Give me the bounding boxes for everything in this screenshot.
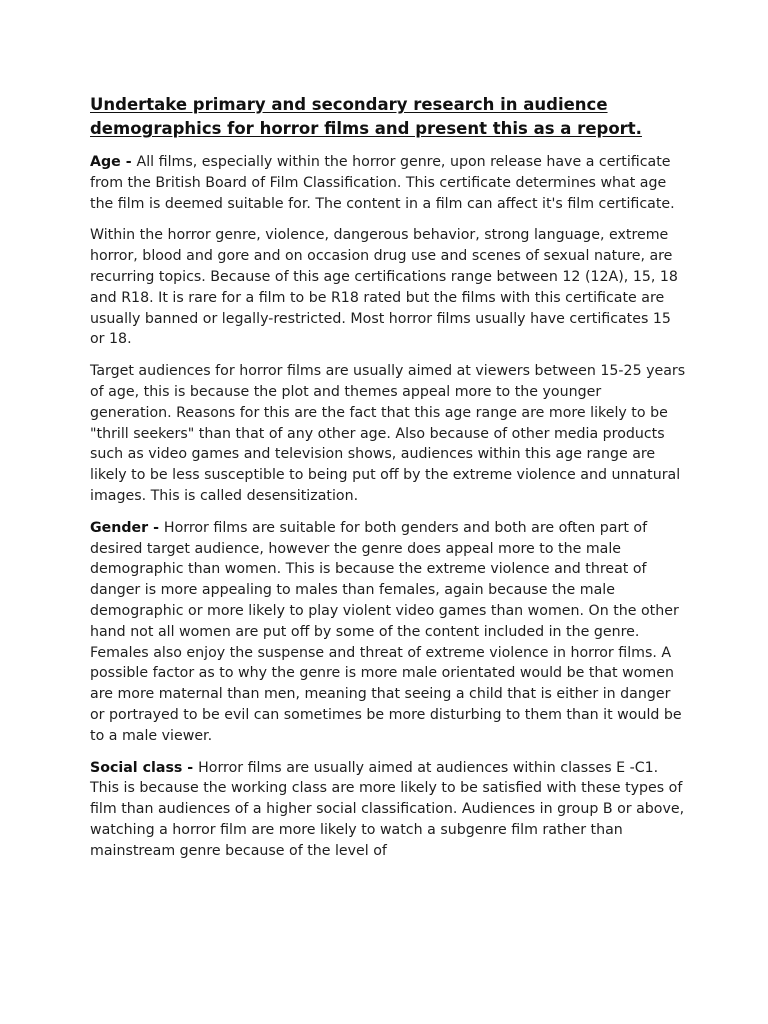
paragraph-text: Target audiences for horror films are usually aimed at viewers between 15-25 years of age, this is because the plot and themes appeal more to the younger generation. Reasons for this are the fact that this age range are more likely to be "thrill seekers" than that of any other age. Also because of other media products such as video games and television shows, audiences within this age range are likely to be less susceptible to being put off by the extreme violence and unnatural images. This is called desensitization. [90,363,686,504]
paragraph-age [90,152,686,214]
page-title: Undertake primary and secondary research in audience demographics for horror films and present this as a report. [90,95,642,138]
document-page [90,93,686,873]
paragraph-social-class [90,758,686,862]
paragraph-text: Horror films are suitable for both genders and both are often part of desired target audience, however the genre does appeal more to the male demographic than women. This is because the extreme violence and threat of danger is more appealing to males than females, again because the male demographic or more likely to play violent video games than women. On the other hand not all women are put off by some of the content included in the genre. Females also enjoy the suspense and threat of extreme violence in horror films. A possible factor as to why the genre is more male orientated would be that women are more maternal than men, meaning that seeing a child that is either in danger or portrayed to be evil can sometimes be more disturbing to them than it would be to a male viewer. [90,519,682,744]
paragraph-age-content [90,225,686,350]
section-heading-social-class: Social class - [90,759,199,776]
paragraph-gender [90,518,686,747]
paragraph-age-target [90,361,686,507]
paragraph-text: All films, especially within the horror genre, upon release have a certificate from the British Board of Film Classification. This certificate determines what age the film is deemed suitable for. The content in a film can affect it's film certificate. [90,154,675,212]
paragraph-text: Within the horror genre, violence, dangerous behavior, strong language, extreme horror, blood and gore and on occasion drug use and scenes of sexual nature, are recurring topics. Because of this age certifications range between 12 (12A), 15, 18 and R18. It is rare for a film to be R18 rated but the films with this certificate are usually banned or legally-restricted. Most horror films usually have certificates 15 or 18. [90,227,678,348]
section-heading-gender: Gender - [90,519,164,536]
paragraph-text: Horror films are usually aimed at audiences within classes E -C1. This is because the working class are more likely to be satisfied with these types of film than audiences of a higher social classification. Audiences in group B or above, watching a horror film are more likely to watch a subgenre film rather than mainstream genre because of the level of [90,759,685,859]
section-heading-age: Age - [90,154,137,170]
